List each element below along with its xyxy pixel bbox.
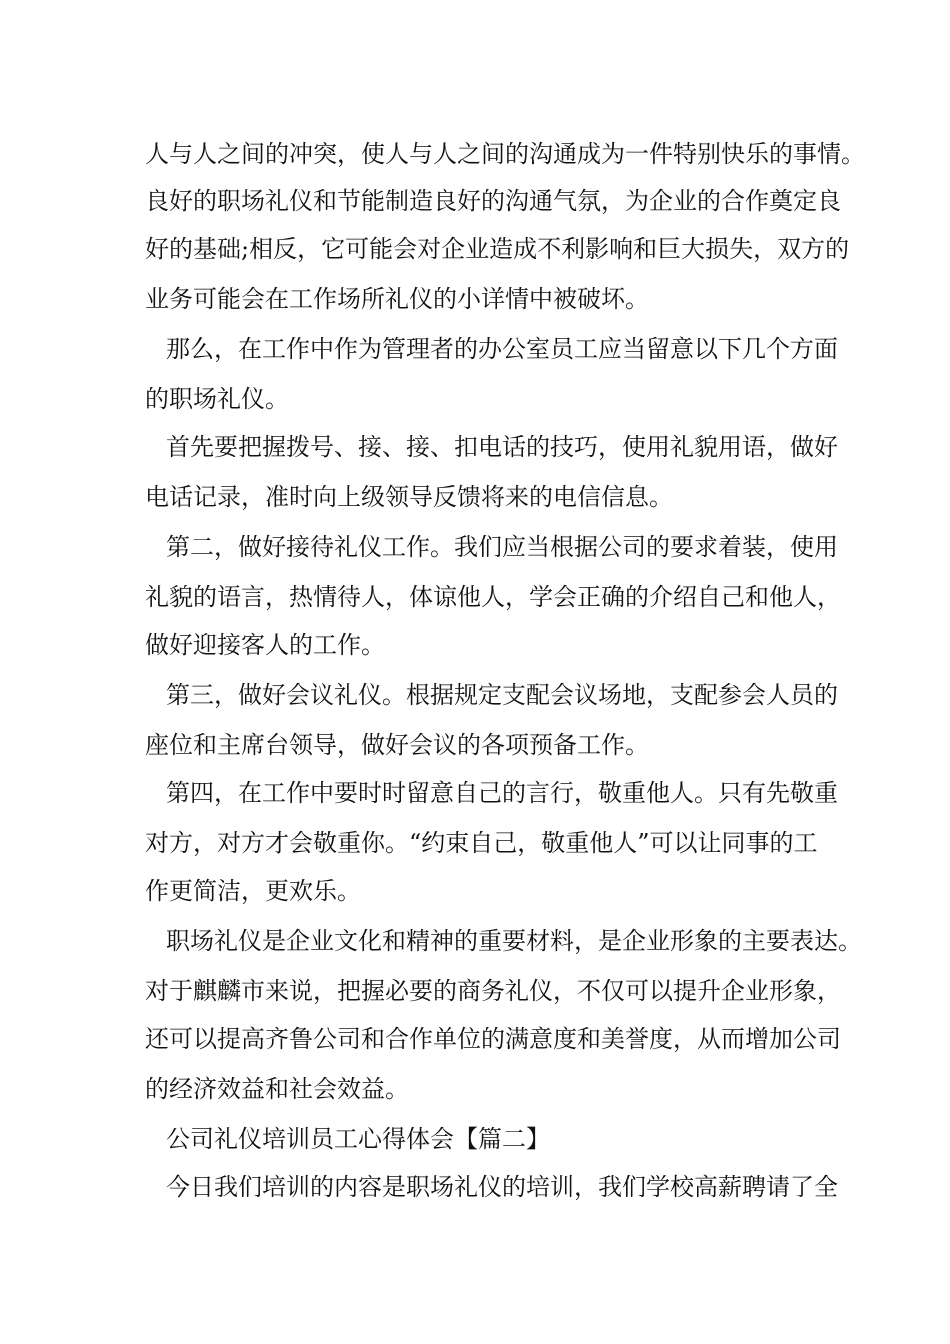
text-line: 对于麒麟市来说，把握必要的商务礼仪，不仅可以提升企业形象，: [145, 977, 841, 1005]
text-line: 做好迎接客人的工作。: [145, 631, 385, 659]
text-line: 还可以提高齐鲁公司和合作单位的满意度和美誉度，从而增加公司: [145, 1025, 841, 1053]
text-line: 那么，在工作中作为管理者的办公室员工应当留意以下几个方面: [166, 335, 838, 363]
text-line: 今日我们培训的内容是职场礼仪的培训，我们学校高薪聘请了全: [166, 1173, 838, 1201]
text-line: 作更简洁，更欢乐。: [145, 877, 361, 905]
text-line: 良好的职场礼仪和节能制造良好的沟通气氛，为企业的合作奠定良: [145, 187, 841, 215]
text-line: 好的基础;相反，它可能会对企业造成不利影响和巨大损失，双方的: [145, 235, 850, 263]
text-line: 电话记录，准时向上级领导反馈将来的电信信息。: [145, 483, 673, 511]
text-line: 第四，在工作中要时时留意自己的言行，敬重他人。只有先敬重: [166, 779, 838, 807]
text-line: 业务可能会在工作场所礼仪的小详情中被破坏。: [145, 285, 649, 313]
text-line: 人与人之间的冲突，使人与人之间的沟通成为一件特别快乐的事情。: [145, 140, 865, 168]
text-line: 礼貌的语言，热情待人，体谅他人，学会正确的介绍自己和他人，: [145, 583, 841, 611]
text-line: 职场礼仪是企业文化和精神的重要材料，是企业形象的主要表达。: [166, 927, 862, 955]
text-line: 的经济效益和社会效益。: [145, 1075, 409, 1103]
text-line: 座位和主席台领导，做好会议的各项预备工作。: [145, 731, 649, 759]
text-line: 首先要把握拨号、接、接、扣电话的技巧，使用礼貌用语，做好: [166, 433, 838, 461]
section-heading: 公司礼仪培训员工心得体会【篇二】: [166, 1125, 550, 1153]
text-line: 的职场礼仪。: [145, 385, 289, 413]
text-line: 第二，做好接待礼仪工作。我们应当根据公司的要求着装，使用: [166, 533, 838, 561]
text-line: 对方，对方才会敬重你。“约束自己，敬重他人”可以让同事的工: [145, 829, 818, 857]
text-line: 第三，做好会议礼仪。根据规定支配会议场地，支配参会人员的: [166, 681, 838, 709]
